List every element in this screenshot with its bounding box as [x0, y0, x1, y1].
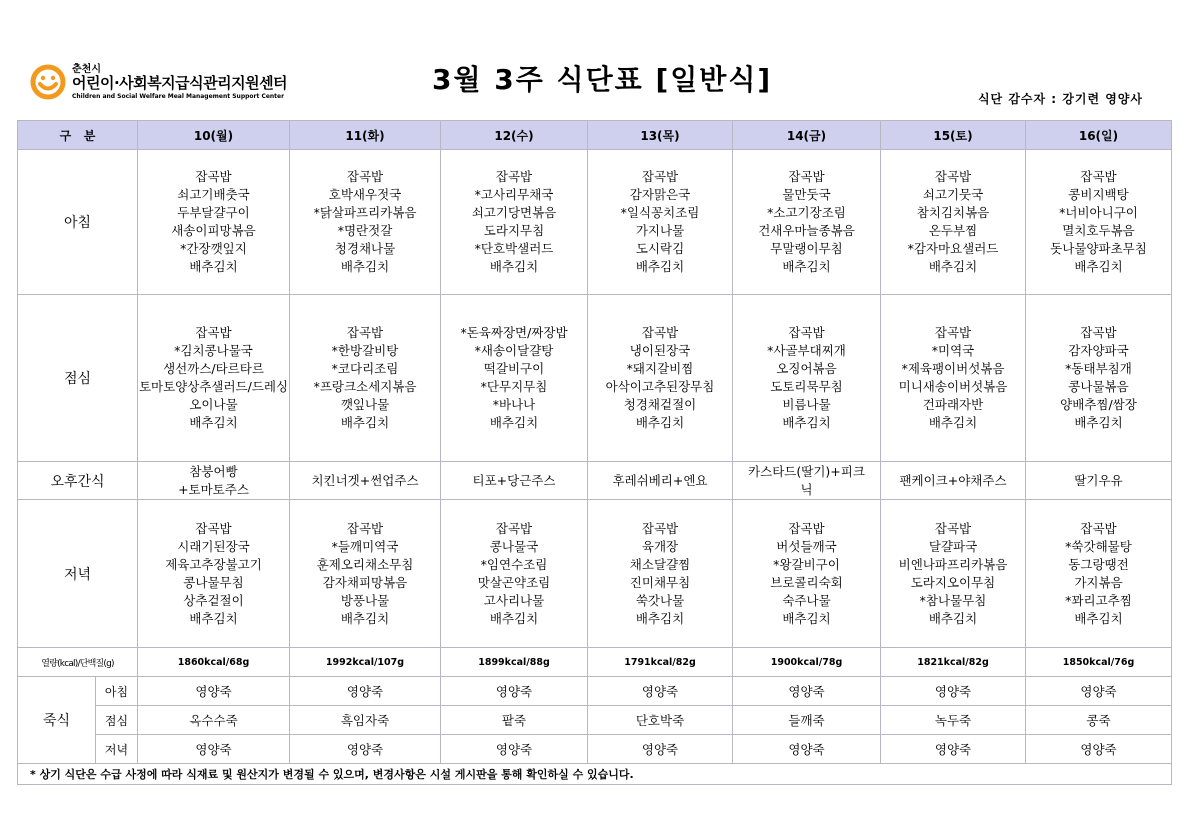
menu-item: *쑥갓해물탕 — [1065, 538, 1132, 554]
porridge-value: 영양죽 — [441, 735, 588, 764]
menu-item: *김치콩나물국 — [174, 343, 253, 358]
meal-row-snack — [18, 462, 1172, 500]
menu-item: 잡곡밥 — [195, 520, 232, 536]
menu-item: *단무지무침 — [480, 379, 548, 394]
center-logo — [30, 62, 330, 102]
nutrition-value: 1899kcal/88g — [441, 648, 588, 677]
menu-item: 쑥갓나물 — [635, 592, 685, 608]
menu-item: *동태부침개 — [1065, 361, 1132, 376]
menu-item: 잡곡밥 — [195, 169, 232, 184]
porridge-value: 영양죽 — [588, 735, 733, 764]
menu-item: 배추김치 — [189, 610, 238, 626]
menu-item: 청경채겉절이 — [623, 397, 697, 412]
menu-item: 후레쉬베리+엔요 — [612, 472, 708, 488]
menu-cell — [1026, 462, 1172, 500]
menu-item: 배추김치 — [928, 415, 978, 430]
menu-cell — [881, 462, 1026, 500]
menu-item: 가지볶음 — [1074, 574, 1123, 590]
day-header: 13(목) — [588, 121, 733, 150]
menu-item: 돗나물양파초무침 — [1050, 241, 1147, 256]
porridge-row-dinner — [18, 735, 1172, 764]
menu-item: *왕갈비구이 — [773, 556, 840, 572]
nutrition-value: 1821kcal/82g — [881, 648, 1026, 677]
menu-item: 치킨너겟+썬업주스 — [311, 472, 419, 488]
footnote: * 상기 식단은 수급 사정에 따라 식재료 및 원산지가 변경될 수 있으며, 변경사항은 시설 게시판을 통해 확인하실 수 있습니다. — [18, 764, 1172, 785]
menu-item: 비름나물 — [782, 397, 831, 412]
menu-item: 멸치호두볶음 — [1062, 223, 1135, 238]
menu-item: 제육고추장불고기 — [165, 556, 262, 572]
porridge-value: 흑임자죽 — [290, 706, 441, 735]
menu-item: 온두부찜 — [928, 223, 978, 238]
menu-item: 무말랭이무침 — [770, 241, 843, 256]
day-header: 15(토) — [881, 121, 1026, 150]
menu-item: 배추김치 — [635, 415, 685, 430]
page-header — [0, 0, 1185, 118]
day-header-row — [18, 121, 1172, 150]
menu-item: 잡곡밥 — [346, 520, 384, 536]
porridge-value: 들깨죽 — [733, 706, 881, 735]
menu-item: 아삭이고추된장무침 — [605, 379, 715, 394]
smile-logo-icon — [30, 64, 66, 100]
menu-cell — [290, 150, 441, 295]
menu-item: 새송이피망볶음 — [171, 223, 256, 238]
menu-item: 상추겉절이 — [183, 592, 244, 608]
menu-item: 잡곡밥 — [1080, 169, 1117, 184]
menu-cell — [1026, 500, 1172, 648]
menu-item: *돈육짜장면/짜장밥 — [460, 325, 568, 340]
menu-item: 배추김치 — [340, 610, 390, 626]
menu-item: 배추김치 — [928, 259, 978, 274]
meal-row-breakfast — [18, 150, 1172, 295]
menu-item: 티포+당근주스 — [472, 472, 556, 488]
menu-item: 쇠고기뭇국 — [922, 187, 984, 202]
menu-cell — [1026, 150, 1172, 295]
day-header: 14(금) — [733, 121, 881, 150]
menu-item: *소고기장조림 — [767, 205, 846, 220]
menu-cell — [881, 500, 1026, 648]
menu-cell — [733, 500, 881, 648]
menu-cell — [441, 295, 588, 462]
menu-item: *닭살파프리카볶음 — [313, 205, 417, 220]
day-header: 10(월) — [138, 121, 290, 150]
menu-item: 콩나물무침 — [183, 574, 244, 590]
menu-item: 생선까스/타르타르 — [163, 361, 264, 376]
menu-item: *코다리조림 — [331, 361, 399, 376]
menu-item: 콩나물볶음 — [1068, 379, 1129, 394]
menu-item: 채소달걀찜 — [629, 556, 691, 572]
porridge-value: 영양죽 — [290, 735, 441, 764]
menu-item: 양배추찜/쌈장 — [1060, 397, 1137, 412]
menu-item: 미니새송이버섯볶음 — [898, 379, 1008, 394]
menu-item: 청경채나물 — [334, 241, 396, 256]
menu-item: 배추김치 — [635, 259, 685, 274]
menu-item: 콩나물국 — [489, 538, 539, 554]
porridge-row-lunch — [18, 706, 1172, 735]
menu-item: 잡곡밥 — [1080, 325, 1117, 340]
menu-item: 잡곡밥 — [346, 169, 384, 184]
menu-item: 깻잎나물 — [340, 397, 390, 412]
menu-item: *임연수조림 — [480, 556, 548, 572]
menu-item: 냉이된장국 — [629, 343, 691, 358]
menu-item: 도토리묵무침 — [770, 379, 843, 394]
menu-item: 참치김치볶음 — [916, 205, 990, 220]
menu-item: 시래기된장국 — [177, 538, 250, 554]
menu-item: 잡곡밥 — [934, 520, 972, 536]
menu-item: *미역국 — [931, 343, 975, 358]
porridge-value: 영양죽 — [733, 735, 881, 764]
porridge-value: 영양죽 — [441, 677, 588, 706]
menu-item: 감자맑은국 — [629, 187, 691, 202]
menu-item: *한방갈비탕 — [331, 343, 399, 358]
nutrition-value: 1992kcal/107g — [290, 648, 441, 677]
menu-item: 잡곡밥 — [641, 169, 679, 184]
menu-item: 잡곡밥 — [788, 325, 825, 340]
menu-item: 오징어볶음 — [776, 361, 837, 376]
menu-item: 배추김치 — [782, 610, 831, 626]
porridge-value: 영양죽 — [588, 677, 733, 706]
porridge-value: 팥죽 — [441, 706, 588, 735]
menu-item: 배추김치 — [189, 259, 238, 274]
menu-item: 배추김치 — [782, 415, 831, 430]
menu-item: 딸기우유 — [1074, 472, 1123, 488]
porridge-value: 녹두죽 — [881, 706, 1026, 735]
menu-cell — [1026, 295, 1172, 462]
menu-item: 떡갈비구이 — [483, 361, 545, 376]
menu-item: 카스타드(딸기)+피크 — [748, 463, 865, 479]
menu-item: 도라지오이무침 — [910, 574, 996, 590]
menu-item: 콩비지백탕 — [1068, 187, 1129, 202]
meal-row-dinner — [18, 500, 1172, 648]
menu-cell — [588, 295, 733, 462]
porridge-value: 콩죽 — [1026, 706, 1172, 735]
meal-row-lunch — [18, 295, 1172, 462]
logo-english-name: Children and Social Welfare Meal Management Support Center — [72, 93, 285, 100]
menu-item: *고사리무채국 — [474, 187, 554, 202]
menu-cell — [138, 150, 290, 295]
menu-cell — [733, 295, 881, 462]
menu-item: 감자양파국 — [1068, 343, 1129, 358]
menu-cell — [290, 295, 441, 462]
menu-item: 닉 — [800, 481, 813, 497]
menu-item: 두부달걀구이 — [177, 205, 250, 220]
menu-item: 건파래자반 — [922, 397, 984, 412]
menu-item: *들깨미역국 — [331, 538, 399, 554]
porridge-value: 영양죽 — [138, 677, 290, 706]
menu-item: 배추김치 — [782, 259, 831, 274]
menu-item: *참나물무침 — [919, 592, 987, 608]
menu-item: 배추김치 — [489, 259, 539, 274]
porridge-row-breakfast — [18, 677, 1172, 706]
menu-item: 잡곡밥 — [346, 325, 384, 340]
menu-item: 배추김치 — [928, 610, 978, 626]
menu-item: 토마토양상추샐러드/드레싱 — [138, 379, 289, 394]
menu-item: 육개장 — [641, 538, 679, 554]
corner-label: 구 분 — [18, 121, 138, 150]
menu-item: 버섯들깨국 — [776, 538, 837, 554]
menu-item: 배추김치 — [1074, 415, 1123, 430]
menu-item: 고사리나물 — [483, 592, 545, 608]
menu-item: *일식꽁치조림 — [620, 205, 700, 220]
menu-cell — [733, 462, 881, 500]
day-header: 16(일) — [1026, 121, 1172, 150]
menu-item: 훈제오리채소무침 — [316, 556, 414, 572]
menu-cell — [588, 462, 733, 500]
menu-cell — [588, 500, 733, 648]
nutrition-value: 1791kcal/82g — [588, 648, 733, 677]
menu-item: *너비아니구이 — [1059, 205, 1138, 220]
menu-item: 잡곡밥 — [195, 325, 232, 340]
menu-item: 맛살곤약조림 — [477, 574, 551, 590]
menu-item: 오이나물 — [189, 397, 238, 412]
menu-item: *명란젓갈 — [337, 223, 393, 238]
menu-item: 잡곡밥 — [1080, 520, 1117, 536]
menu-item: 잡곡밥 — [934, 169, 972, 184]
menu-item: 건새우마늘종볶음 — [758, 223, 855, 238]
porridge-value: 영양죽 — [290, 677, 441, 706]
menu-cell — [290, 500, 441, 648]
menu-item: 잡곡밥 — [934, 325, 972, 340]
menu-cell — [138, 462, 290, 500]
logo-center-name: 어린이·사회복지급식관리지원센터 — [72, 74, 288, 92]
menu-item: *새송이달걀탕 — [474, 343, 554, 358]
porridge-value: 영양죽 — [733, 677, 881, 706]
menu-item: 잡곡밥 — [641, 325, 679, 340]
menu-cell — [290, 462, 441, 500]
menu-item: 동그랑땡전 — [1068, 556, 1129, 572]
menu-item: 배추김치 — [489, 415, 539, 430]
nutrition-value: 1900kcal/78g — [733, 648, 881, 677]
menu-item: 브로콜리숙회 — [770, 574, 843, 590]
menu-item: 잡곡밥 — [495, 520, 533, 536]
porridge-value: 영양죽 — [881, 735, 1026, 764]
menu-item: 잡곡밥 — [641, 520, 679, 536]
supervisor-text: 식단 감수자 : 강기련 영양사 — [977, 92, 1143, 106]
logo-city-text: 춘천시 — [72, 64, 101, 75]
menu-item: 물만둣국 — [782, 187, 831, 202]
menu-cell — [881, 150, 1026, 295]
menu-item: +토마토주스 — [178, 481, 249, 497]
porridge-value: 영양죽 — [138, 735, 290, 764]
menu-cell — [138, 295, 290, 462]
menu-item: 호박새우젓국 — [328, 187, 402, 202]
menu-item: 도라지무침 — [483, 223, 545, 238]
menu-item: 배추김치 — [340, 259, 390, 274]
menu-cell — [733, 150, 881, 295]
day-header: 11(화) — [290, 121, 441, 150]
menu-cell — [881, 295, 1026, 462]
menu-item: 숙주나물 — [782, 592, 831, 608]
menu-item: 배추김치 — [1074, 610, 1123, 626]
menu-item: 참붕어빵 — [189, 463, 238, 479]
porridge-value: 영양죽 — [881, 677, 1026, 706]
porridge-value: 단호박죽 — [588, 706, 733, 735]
menu-item: 쇠고기당면볶음 — [471, 205, 557, 220]
menu-item: 도시락김 — [635, 241, 685, 256]
menu-item: *간장깻잎지 — [180, 241, 247, 256]
menu-item: 배추김치 — [1074, 259, 1123, 274]
porridge-value: 영양죽 — [1026, 677, 1172, 706]
menu-item: *감자마요샐러드 — [907, 241, 999, 256]
footnote-row — [18, 764, 1172, 785]
menu-item: 팬케이크+야채주스 — [899, 472, 1007, 488]
menu-item: 잡곡밥 — [495, 169, 533, 184]
menu-item: 감자채피망볶음 — [322, 574, 408, 590]
menu-item: 방풍나물 — [340, 592, 390, 608]
nutrition-label: 열량(kcal)/단백질(g) — [18, 648, 138, 677]
menu-cell — [441, 500, 588, 648]
menu-item: 잡곡밥 — [788, 520, 825, 536]
menu-item: 쇠고기배춧국 — [177, 187, 250, 202]
menu-item: 배추김치 — [340, 415, 390, 430]
menu-item: *사골부대찌개 — [767, 343, 846, 358]
porridge-meal-label: 점심 — [96, 706, 138, 735]
menu-item: *제육팽이버섯볶음 — [901, 361, 1005, 376]
porridge-value: 옥수수죽 — [138, 706, 290, 735]
menu-item: 배추김치 — [635, 610, 685, 626]
menu-cell — [138, 500, 290, 648]
weekly-menu-table — [17, 120, 1172, 785]
menu-item: 배추김치 — [189, 415, 238, 430]
porridge-value: 영양죽 — [1026, 735, 1172, 764]
porridge-meal-label: 저녁 — [96, 735, 138, 764]
menu-item: 잡곡밥 — [788, 169, 825, 184]
meal-label: 점심 — [18, 295, 138, 462]
meal-label: 아침 — [18, 150, 138, 295]
nutrition-row — [18, 648, 1172, 677]
menu-cell — [441, 462, 588, 500]
menu-item: *프랑크소세지볶음 — [313, 379, 417, 394]
porridge-label: 죽식 — [18, 677, 96, 764]
menu-item: *돼지갈비찜 — [626, 361, 694, 376]
menu-item: 비엔나파프리카볶음 — [898, 556, 1008, 572]
porridge-meal-label: 아침 — [96, 677, 138, 706]
page-title: 3월 3주 식단표 [일반식] — [432, 63, 773, 96]
menu-item: 달걀파국 — [928, 538, 978, 554]
day-header: 12(수) — [441, 121, 588, 150]
nutrition-value: 1850kcal/76g — [1026, 648, 1172, 677]
meal-label: 저녁 — [18, 500, 138, 648]
menu-item: 배추김치 — [489, 610, 539, 626]
menu-cell — [441, 150, 588, 295]
meal-label: 오후간식 — [18, 462, 138, 500]
menu-item: *꽈리고추찜 — [1065, 592, 1132, 608]
menu-item: *바나나 — [492, 397, 536, 412]
nutrition-value: 1860kcal/68g — [138, 648, 290, 677]
menu-item: 가지나물 — [635, 223, 685, 238]
menu-item: *단호박샐러드 — [474, 241, 554, 256]
menu-item: 진미채무침 — [629, 574, 691, 590]
menu-cell — [588, 150, 733, 295]
